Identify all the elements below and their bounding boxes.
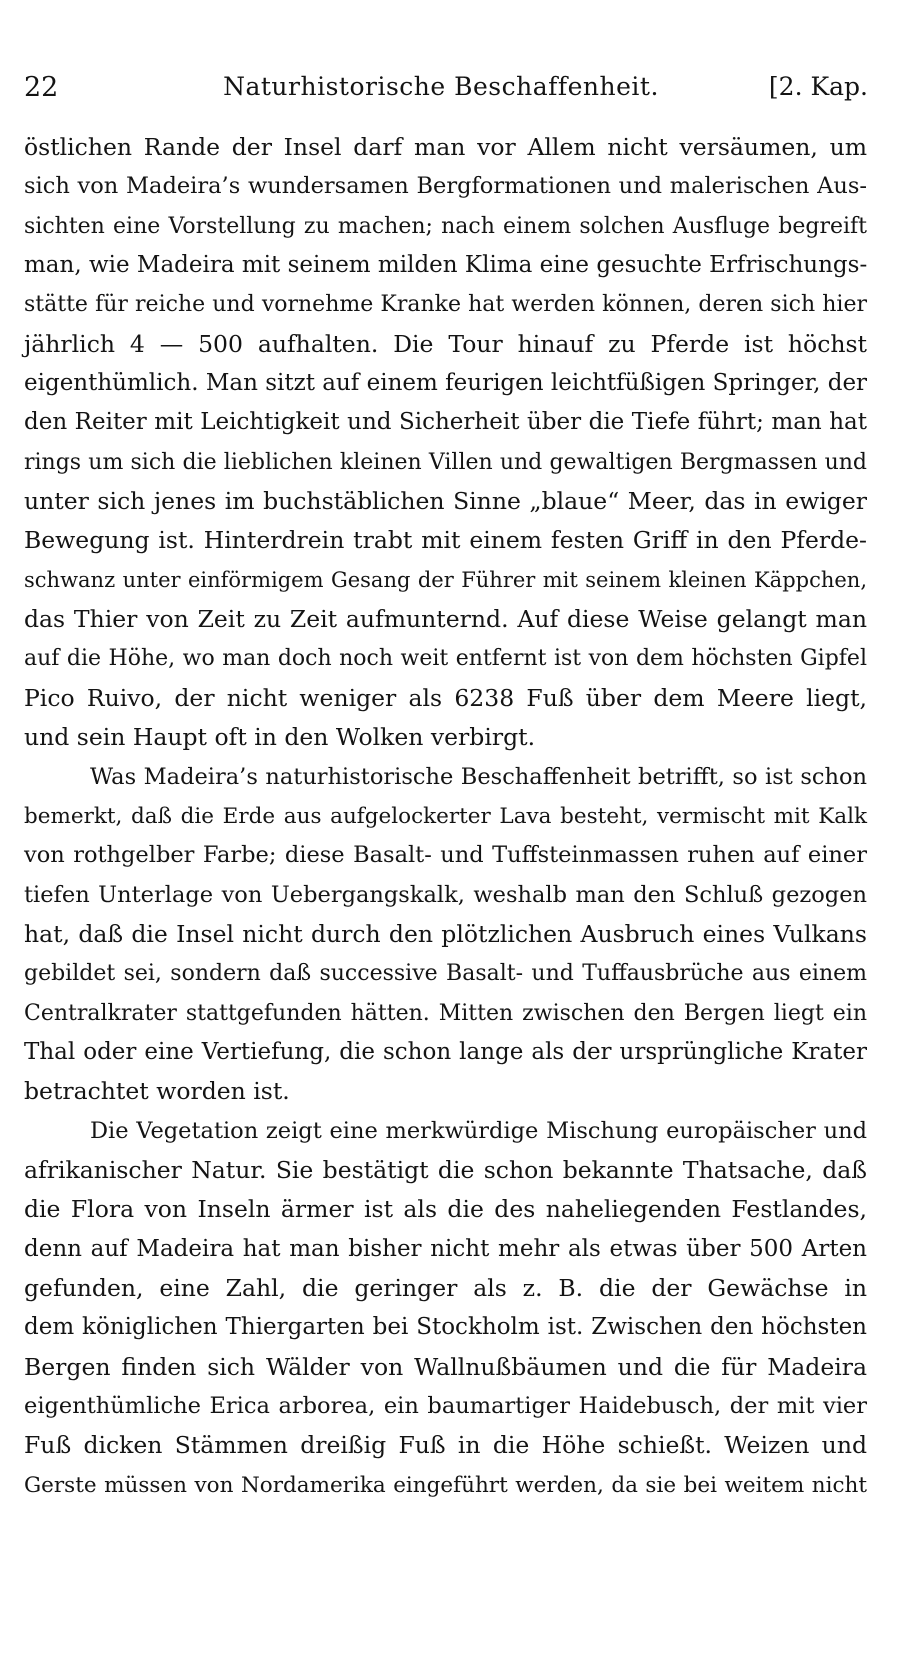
text-line: eigenthümlich. Man sitzt auf einem feurigen leichtfüßigen Springer, der: [24, 370, 868, 397]
text-line: hat, daß die Insel nicht durch den plötzlichen Ausbruch eines Vulkans: [24, 919, 867, 948]
text-line: bemerkt, daß die Erde aus aufgelockerter Lava besteht, vermischt mit Kalk: [24, 803, 867, 829]
text-line: Thal oder eine Vertiefung, die schon lange als der ursprüngliche Krater: [24, 1038, 867, 1065]
text-line: von rothgelber Farbe; diese Basalt- und Tuffsteinmassen ruhen auf einer: [24, 842, 867, 869]
page-number: 22: [24, 72, 59, 103]
text-line: Pico Ruivo, der nicht weniger als 6238 Fuß über dem Meere liegt,: [24, 683, 867, 712]
text-line: denn auf Madeira hat man bisher nicht mehr als etwas über 500 Arten: [24, 1235, 867, 1262]
text-line: sich von Madeira’s wundersamen Bergformationen und malerischen Aus-: [24, 173, 867, 200]
text-line: Die Vegetation zeigt eine merkwürdige Mischung europäischer und: [90, 1117, 867, 1144]
paragraph-3: [24, 1112, 867, 1505]
text-line: östlichen Rande der Insel darf man vor Allem nicht versäumen, um: [24, 133, 867, 161]
running-title: Naturhistorische Beschaffenheit.: [223, 72, 659, 101]
text-line: afrikanischer Natur. Sie bestätigt die schon bekannte Thatsache, daß: [24, 1155, 867, 1184]
text-line: Bewegung ist. Hinterdrein trabt mit einem festen Griff in den Pferde-: [24, 526, 867, 555]
page-header: [24, 72, 868, 116]
chapter-reference: [2. Kap.: [768, 72, 868, 101]
text-line: gefunden, eine Zahl, die geringer als z. B. die der Gewächse in: [24, 1273, 867, 1302]
text-line: den Reiter mit Leichtigkeit und Sicherheit über die Tiefe führt; man hat: [24, 409, 867, 436]
text-line: Centralkrater stattgefunden hätten. Mitten zwischen den Bergen liegt ein: [24, 1000, 867, 1026]
text-line: das Thier von Zeit zu Zeit aufmunternd. Auf diese Weise gelangt man: [24, 605, 867, 634]
text-line: und sein Haupt oft in den Wolken verbirgt.: [24, 723, 536, 752]
text-line: stätte für reiche und vornehme Kranke hat werden können, deren sich hier: [24, 292, 867, 318]
text-line: Fuß dicken Stämmen dreißig Fuß in die Höhe schießt. Weizen und: [24, 1431, 867, 1460]
paragraph-2: [24, 758, 867, 1112]
text-line: betrachtet worden ist.: [24, 1077, 290, 1106]
paragraph-1: [24, 128, 867, 758]
text-line: jährlich 4 — 500 aufhalten. Die Tour hinauf zu Pferde ist höchst: [24, 329, 867, 358]
text-line: Gerste müssen von Nordamerika eingeführt werden, da sie bei weitem nicht: [24, 1472, 867, 1498]
text-line: gebildet sei, sondern daß successive Basalt- und Tuffausbrüche aus einem: [24, 961, 867, 987]
text-line: unter sich jenes im buchstäblichen Sinne „blaue“ Meer, das in ewiger: [24, 487, 867, 516]
text-line: eigenthümliche Erica arborea, ein baumartiger Haidebusch, der mit vier: [24, 1393, 867, 1419]
body-text: [24, 128, 867, 1505]
text-line: dem königlichen Thiergarten bei Stockholm ist. Zwischen den höchsten: [24, 1314, 867, 1341]
text-line: auf die Höhe, wo man doch noch weit entfernt ist von dem höchsten Gipfel: [24, 646, 867, 672]
text-line: die Flora von Inseln ärmer ist als die des naheliegenden Festlandes,: [24, 1195, 867, 1224]
text-line: Was Madeira’s naturhistorische Beschaffenheit betrifft, so ist schon: [90, 763, 867, 790]
text-line: man, wie Madeira mit seinem milden Klima eine gesuchte Erfrischungs-: [24, 252, 868, 279]
text-line: schwanz unter einförmigem Gesang der Führer mit seinem kleinen Käppchen,: [24, 567, 867, 592]
text-line: Bergen finden sich Wälder von Wallnußbäumen und die für Madeira: [24, 1352, 867, 1381]
text-line: tiefen Unterlage von Uebergangskalk, weshalb man den Schluß gezogen: [24, 881, 867, 908]
text-line: sichten eine Vorstellung zu machen; nach einem solchen Ausfluge begreift: [24, 213, 867, 239]
text-line: rings um sich die lieblichen kleinen Villen und gewaltigen Bergmassen und: [24, 449, 867, 475]
